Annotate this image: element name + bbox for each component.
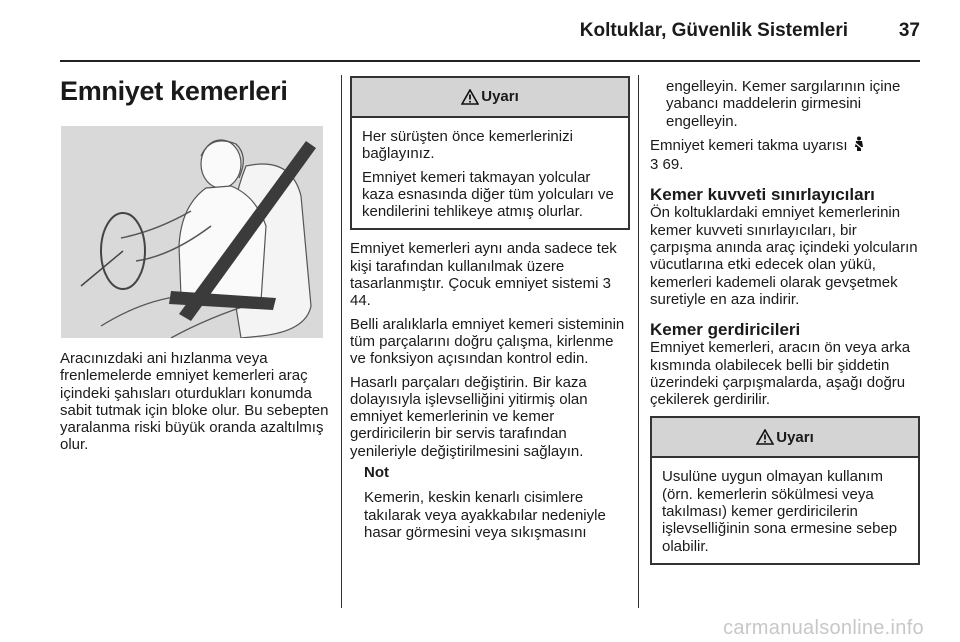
note-block bbox=[350, 464, 630, 541]
seatbelt-reminder-icon bbox=[852, 136, 866, 152]
column-divider bbox=[638, 75, 639, 608]
limiter-paragraph: Ön koltuklardaki emniyet kemerlerinin kemer kuvveti sınırlayıcıları, bir çarpışma anında araç içindeki yolcuların vücutlarına etki edecek olan yükü, kemerleri kademeli olarak gevşetmek suretiyle en aza indirir. bbox=[650, 204, 918, 308]
warning-header bbox=[352, 78, 628, 118]
body-paragraph: Belli aralıklarla emniyet kemeri sisteminin tüm parçalarını doğru çalışma, kirlenme ve fonksiyon açısından kontrol edin. bbox=[350, 315, 625, 368]
warning-triangle-icon bbox=[461, 89, 479, 105]
seatbelt-illustration bbox=[61, 126, 323, 338]
note-text: Kemerin, keskin kenarlı cisimlere takılarak veya ayakkabılar nedeniyle hasar görmesini veya sıkışmasını bbox=[364, 489, 606, 541]
page-reference-link[interactable]: 3 44. bbox=[350, 275, 611, 310]
warning-triangle-icon bbox=[756, 429, 774, 445]
warning-text: Her sürüşten önce kemerlerinizi bağlayınız. bbox=[362, 128, 573, 163]
section-title: Koltuklar, Güvenlik Sistemleri bbox=[579, 20, 848, 41]
warning-text: Usulüne uygun olmayan kullanım (örn. kemerlerin sökülmesi veya takılması) kemer gerdiricilerin işlevselliğinin sona ermesine sebep olabilir. bbox=[662, 468, 898, 555]
warning-box bbox=[650, 416, 920, 564]
column-divider bbox=[341, 75, 342, 608]
body-paragraph: Hasarlı parçaları değiştirin. Bir kaza dolayısıyla işlevselliğini yitirmiş olan emniyet kemerlerinin ve kemer gerdiricilerin bir servis tarafından yenileriyle değiştirilmesini sağlayın. bbox=[350, 373, 588, 460]
driver-seatbelt-image bbox=[61, 126, 323, 338]
note-continued-text: engelleyin. Kemer sargılarının içine yabancı maddelerin girmesini engelleyin. bbox=[666, 78, 901, 130]
warning-text: Emniyet kemeri takmayan yolcular kaza esnasında diğer tüm yolcuları ve kendilerini tehlikeye atmış olurlar. bbox=[362, 168, 614, 221]
watermark: carmanualsonline.info bbox=[723, 617, 924, 639]
warning-title: Uyarı bbox=[776, 428, 814, 446]
warning-box bbox=[350, 76, 630, 230]
warning-header bbox=[652, 418, 918, 458]
page-number: 37 bbox=[898, 20, 920, 41]
reminder-text: Emniyet kemeri takma uyarısı bbox=[650, 136, 848, 154]
warning-title: Uyarı bbox=[481, 88, 519, 106]
body-paragraph: Emniyet kemerleri aynı anda sadece tek kişi tarafından kullanılmak üzere tasarlanmıştır. Çocuk emniyet sistemi bbox=[350, 240, 617, 293]
tensioner-paragraph: Emniyet kemerleri, aracın ön veya arka kısmında olabilecek belli bir şiddetin üzerindeki çarpışmalarda, aşağı doğru çekilerek gerdirilir. bbox=[650, 339, 911, 409]
note-title: Not bbox=[364, 464, 389, 482]
page-header bbox=[0, 0, 960, 62]
page-heading: Emniyet kemerleri bbox=[60, 76, 288, 106]
header-rule bbox=[60, 60, 920, 62]
tensioner-heading: Kemer gerdiricileri bbox=[650, 320, 801, 340]
intro-paragraph: Aracınızdaki ani hızlanma veya frenlemelerde emniyet kemerleri araç içindeki şahısları oturdukları konumda sabit tutmak için bloke olur. Bu sebepten yaralanma riski büyük oranda azaltılmış olur. bbox=[60, 350, 329, 454]
page-reference-link[interactable]: 3 69. bbox=[650, 156, 684, 174]
limiter-heading: Kemer kuvveti sınırlayıcıları bbox=[650, 185, 875, 205]
